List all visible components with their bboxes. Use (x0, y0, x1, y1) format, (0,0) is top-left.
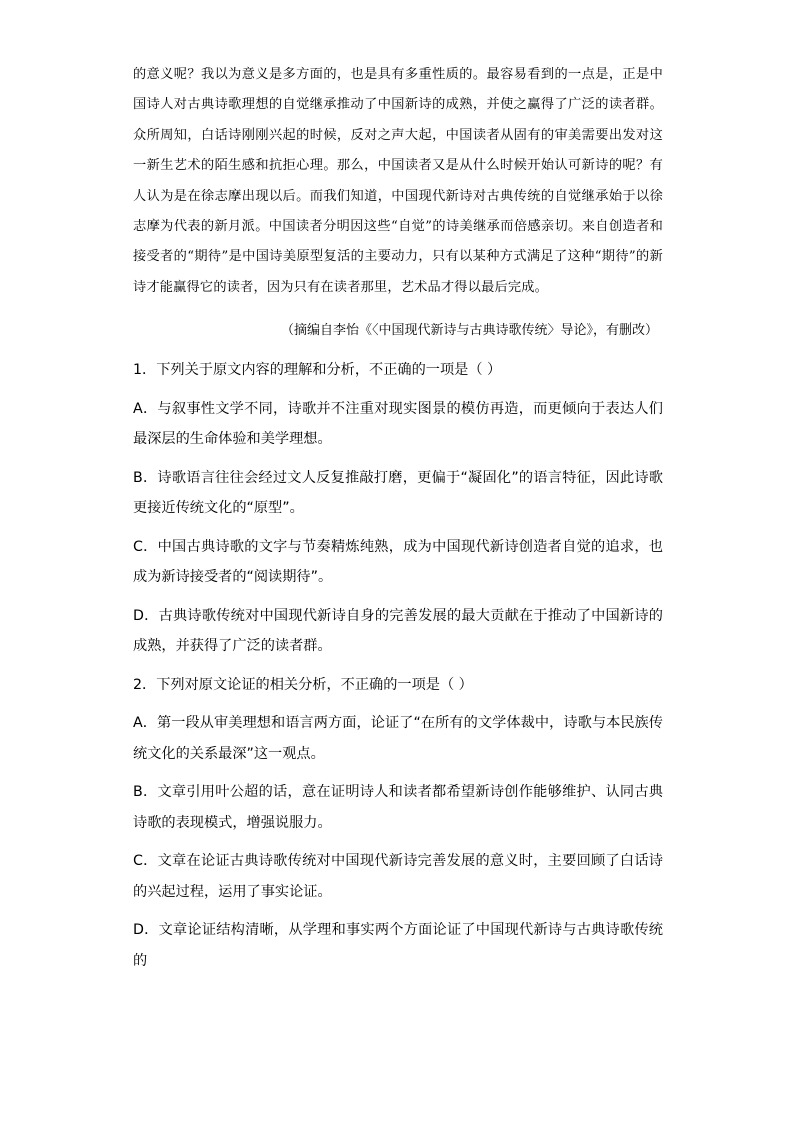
option-c: C．文章在论证古典诗歌传统对中国现代新诗完善发展的意义时，主要回顾了白话诗的兴起过程，运用了事实论证。 (133, 853, 663, 900)
document-page (133, 60, 663, 984)
question-list (133, 355, 663, 976)
option-d: D．文章论证结构清晰，从学理和事实两个方面论证了中国现代新诗与古典诗歌传统的 (133, 922, 663, 969)
option-b: B．文章引用叶公超的话，意在证明诗人和读者都希望新诗创作能够维护、认同古典诗歌的表现模式，增强说服力。 (133, 784, 663, 831)
passage-text: 的意义呢？我以为意义是多方面的，也是具有多重性质的。最容易看到的一点是，正是中国诗人对古典诗歌理想的自觉继承推动了中国新诗的成熟，并使之赢得了广泛的读者群。众所周知，白话诗刚刚兴起的时候，反对之声大起，中国读者从固有的审美需要出发对这一新生艺术的陌生感和抗拒心理。那么，中国读者又是从什么时候开始认可新诗的呢？有人认为是在徐志摩出现以后。而我们知道，中国现代新诗对古典传统的自觉继承始于以徐志摩为代表的新月派。中国读者分明因这些“自觉”的诗美继承而倍感亲切。来自创造者和接受者的“期待”是中国诗美原型复活的主要动力，只有以某种方式满足了这种“期待”的新诗才能赢得它的读者，因为只有在读者那里，艺术品才得以最后完成。 (133, 67, 663, 295)
question-stem: 1．下列关于原文内容的理解和分析，不正确的一项是（ ） (133, 362, 502, 379)
question-2 (133, 670, 663, 977)
option-b: B．诗歌语言往往会经过文人反复推敲打磨，更偏于“凝固化”的语言特征，因此诗歌更接近传统文化的“原型”。 (133, 469, 663, 517)
option-a: A．与叙事性文学不同，诗歌并不注重对现实图景的模仿再造，而更倾向于表达人们最深层的生命体验和美学理想。 (133, 400, 663, 448)
option-c: C．中国古典诗歌的文字与节奏精炼纯熟，成为中国现代新诗创造者自觉的追求，也成为新诗接受者的“阅读期待”。 (133, 538, 663, 586)
option-a: A．第一段从审美理想和语言两方面，论证了“在所有的文学体裁中，诗歌与本民族传统文化的关系最深”这一观点。 (133, 715, 663, 762)
question-1 (133, 355, 663, 662)
option-d: D．古典诗歌传统对中国现代新诗自身的完善发展的最大贡献在于推动了中国新诗的成熟，并获得了广泛的读者群。 (133, 607, 663, 655)
question-stem: 2．下列对原文论证的相关分析，不正确的一项是（ ） (133, 676, 473, 693)
source-citation: （摘编自李怡《〈中国现代新诗与古典诗歌传统〉导论》，有删改） (280, 323, 658, 339)
